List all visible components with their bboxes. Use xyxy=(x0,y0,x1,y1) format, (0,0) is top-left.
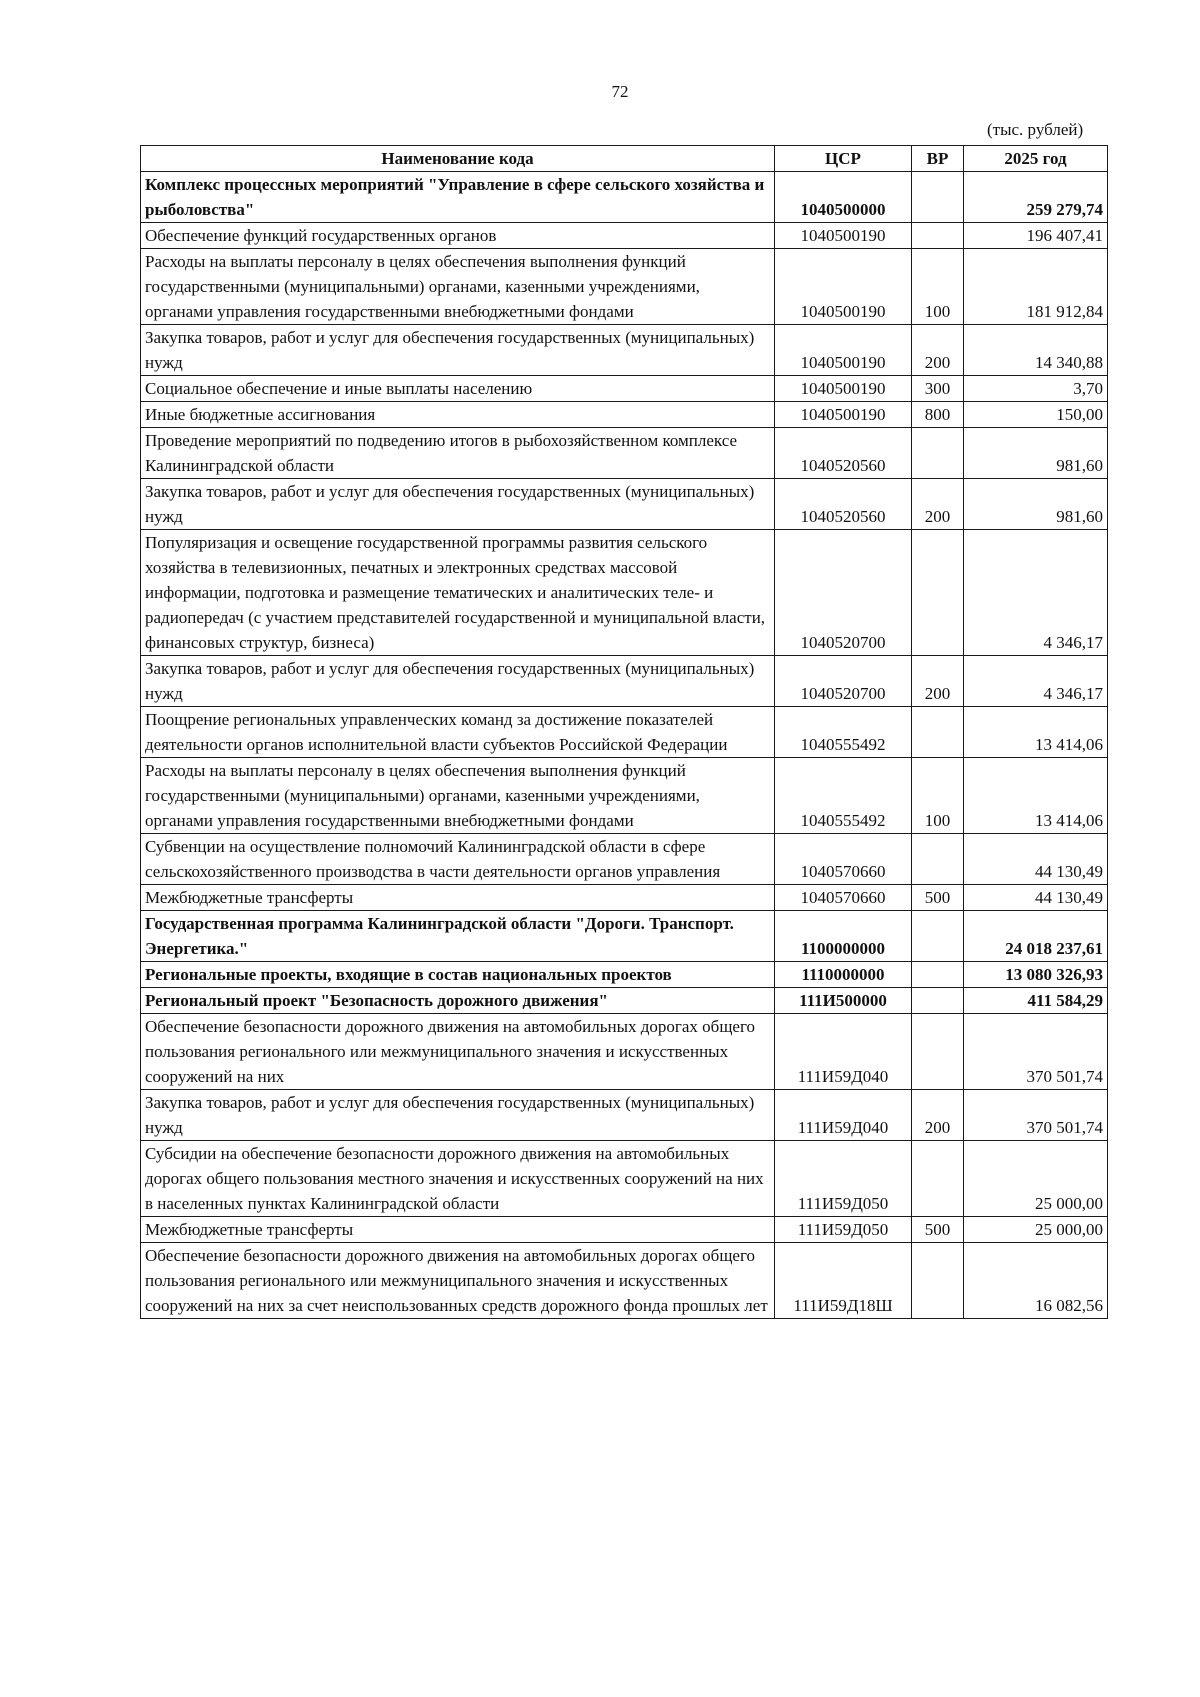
units-label: (тыс. рублей) xyxy=(987,120,1084,139)
table-row xyxy=(141,911,1108,962)
cell-name: Закупка товаров, работ и услуг для обеспечения государственных (муниципальных) нужд xyxy=(141,1090,775,1141)
cell-vr xyxy=(912,911,964,962)
cell-vr xyxy=(912,834,964,885)
table-row xyxy=(141,530,1108,656)
table-row xyxy=(141,479,1108,530)
cell-vr xyxy=(912,530,964,656)
table-row xyxy=(141,707,1108,758)
table-row xyxy=(141,402,1108,428)
cell-sum: 196 407,41 xyxy=(964,223,1108,249)
cell-csr: 1040500000 xyxy=(775,172,912,223)
cell-sum: 181 912,84 xyxy=(964,249,1108,325)
cell-name: Субсидии на обеспечение безопасности дорожного движения на автомобильных дорогах общего пользования местного значения и искусственных сооружений на них в населенных пунктах Калининградской области xyxy=(141,1141,775,1217)
cell-name: Обеспечение безопасности дорожного движения на автомобильных дорогах общего пользования регионального или межмуниципального значения и искусственных сооружений на них xyxy=(141,1014,775,1090)
cell-vr xyxy=(912,962,964,988)
table-row xyxy=(141,325,1108,376)
table-row xyxy=(141,172,1108,223)
cell-name: Иные бюджетные ассигнования xyxy=(141,402,775,428)
cell-name: Закупка товаров, работ и услуг для обеспечения государственных (муниципальных) нужд xyxy=(141,479,775,530)
cell-vr xyxy=(912,172,964,223)
cell-csr: 111И59Д18Ш xyxy=(775,1243,912,1319)
cell-csr: 1040570660 xyxy=(775,885,912,911)
cell-csr: 1100000000 xyxy=(775,911,912,962)
header-sum: 2025 год xyxy=(964,146,1108,172)
table-row xyxy=(141,249,1108,325)
cell-name: Расходы на выплаты персоналу в целях обеспечения выполнения функций государственными (муниципальными) органами, казенными учреждениями, органами управления государственными внебюджетными фондами xyxy=(141,758,775,834)
cell-csr: 111И500000 xyxy=(775,988,912,1014)
table-row xyxy=(141,428,1108,479)
cell-vr xyxy=(912,1014,964,1090)
cell-sum: 13 414,06 xyxy=(964,707,1108,758)
header-name: Наименование кода xyxy=(141,146,775,172)
budget-table xyxy=(140,145,1108,1319)
cell-vr: 500 xyxy=(912,1217,964,1243)
cell-sum: 411 584,29 xyxy=(964,988,1108,1014)
cell-name: Межбюджетные трансферты xyxy=(141,1217,775,1243)
cell-csr: 1040520560 xyxy=(775,428,912,479)
cell-name: Государственная программа Калининградской области "Дороги. Транспорт. Энергетика." xyxy=(141,911,775,962)
cell-vr xyxy=(912,428,964,479)
cell-sum: 150,00 xyxy=(964,402,1108,428)
cell-sum: 13 080 326,93 xyxy=(964,962,1108,988)
table-row xyxy=(141,1217,1108,1243)
cell-sum: 25 000,00 xyxy=(964,1217,1108,1243)
table-row xyxy=(141,962,1108,988)
cell-vr xyxy=(912,223,964,249)
cell-sum: 25 000,00 xyxy=(964,1141,1108,1217)
cell-csr: 1040500190 xyxy=(775,249,912,325)
table-row xyxy=(141,223,1108,249)
table-header-row xyxy=(141,146,1108,172)
cell-vr: 100 xyxy=(912,249,964,325)
cell-vr xyxy=(912,1243,964,1319)
cell-vr: 200 xyxy=(912,656,964,707)
cell-sum: 24 018 237,61 xyxy=(964,911,1108,962)
cell-name: Субвенции на осуществление полномочий Калининградской области в сфере сельскохозяйственного производства в части деятельности органов управления xyxy=(141,834,775,885)
cell-sum: 14 340,88 xyxy=(964,325,1108,376)
cell-sum: 4 346,17 xyxy=(964,530,1108,656)
cell-vr: 800 xyxy=(912,402,964,428)
cell-vr xyxy=(912,988,964,1014)
cell-sum: 16 082,56 xyxy=(964,1243,1108,1319)
cell-sum: 981,60 xyxy=(964,479,1108,530)
cell-name: Региональный проект "Безопасность дорожного движения" xyxy=(141,988,775,1014)
header-vr: ВР xyxy=(912,146,964,172)
cell-csr: 1040520560 xyxy=(775,479,912,530)
cell-sum: 44 130,49 xyxy=(964,885,1108,911)
cell-csr: 1040555492 xyxy=(775,707,912,758)
table-row xyxy=(141,656,1108,707)
cell-name: Комплекс процессных мероприятий "Управление в сфере сельского хозяйства и рыболовства" xyxy=(141,172,775,223)
cell-name: Межбюджетные трансферты xyxy=(141,885,775,911)
cell-sum: 13 414,06 xyxy=(964,758,1108,834)
cell-csr: 1040520700 xyxy=(775,656,912,707)
cell-csr: 1040500190 xyxy=(775,402,912,428)
table-row xyxy=(141,1014,1108,1090)
cell-vr xyxy=(912,707,964,758)
cell-csr: 1040555492 xyxy=(775,758,912,834)
cell-csr: 1040570660 xyxy=(775,834,912,885)
cell-sum: 259 279,74 xyxy=(964,172,1108,223)
cell-vr: 200 xyxy=(912,325,964,376)
cell-csr: 1040500190 xyxy=(775,325,912,376)
cell-name: Поощрение региональных управленческих команд за достижение показателей деятельности органов исполнительной власти субъектов Российской Федерации xyxy=(141,707,775,758)
cell-csr: 1040500190 xyxy=(775,376,912,402)
cell-csr: 1040500190 xyxy=(775,223,912,249)
cell-vr: 100 xyxy=(912,758,964,834)
cell-csr: 111И59Д050 xyxy=(775,1217,912,1243)
cell-name: Закупка товаров, работ и услуг для обеспечения государственных (муниципальных) нужд xyxy=(141,656,775,707)
cell-csr: 111И59Д040 xyxy=(775,1014,912,1090)
cell-name: Региональные проекты, входящие в состав национальных проектов xyxy=(141,962,775,988)
table-row xyxy=(141,758,1108,834)
cell-sum: 981,60 xyxy=(964,428,1108,479)
table-row xyxy=(141,1141,1108,1217)
cell-sum: 370 501,74 xyxy=(964,1090,1108,1141)
cell-sum: 370 501,74 xyxy=(964,1014,1108,1090)
cell-sum: 4 346,17 xyxy=(964,656,1108,707)
cell-csr: 111И59Д050 xyxy=(775,1141,912,1217)
cell-name: Обеспечение функций государственных органов xyxy=(141,223,775,249)
cell-name: Социальное обеспечение и иные выплаты населению xyxy=(141,376,775,402)
page-number: 72 xyxy=(611,82,629,101)
cell-name: Расходы на выплаты персоналу в целях обеспечения выполнения функций государственными (муниципальными) органами, казенными учреждениями, органами управления государственными внебюджетными фондами xyxy=(141,249,775,325)
cell-sum: 44 130,49 xyxy=(964,834,1108,885)
cell-name: Популяризация и освещение государственной программы развития сельского хозяйства в телевизионных, печатных и электронных средствах массовой информации, подготовка и размещение тематических и аналитических теле- и радиопередач (с участием представителей государственной и муниципальной власти, финансовых структур, бизнеса) xyxy=(141,530,775,656)
table-row xyxy=(141,1090,1108,1141)
cell-vr: 200 xyxy=(912,479,964,530)
cell-vr: 300 xyxy=(912,376,964,402)
cell-name: Проведение мероприятий по подведению итогов в рыбохозяйственном комплексе Калининградской области xyxy=(141,428,775,479)
cell-name: Закупка товаров, работ и услуг для обеспечения государственных (муниципальных) нужд xyxy=(141,325,775,376)
header-csr: ЦСР xyxy=(775,146,912,172)
cell-csr: 1110000000 xyxy=(775,962,912,988)
cell-vr: 500 xyxy=(912,885,964,911)
table-row xyxy=(141,834,1108,885)
cell-vr xyxy=(912,1141,964,1217)
cell-csr: 1040520700 xyxy=(775,530,912,656)
table-row xyxy=(141,885,1108,911)
cell-sum: 3,70 xyxy=(964,376,1108,402)
table-body xyxy=(141,172,1108,1319)
table-row xyxy=(141,1243,1108,1319)
cell-vr: 200 xyxy=(912,1090,964,1141)
cell-name: Обеспечение безопасности дорожного движения на автомобильных дорогах общего пользования регионального или межмуниципального значения и искусственных сооружений на них за счет неиспользованных средств дорожного фонда прошлых лет xyxy=(141,1243,775,1319)
cell-csr: 111И59Д040 xyxy=(775,1090,912,1141)
table-row xyxy=(141,988,1108,1014)
table-row xyxy=(141,376,1108,402)
